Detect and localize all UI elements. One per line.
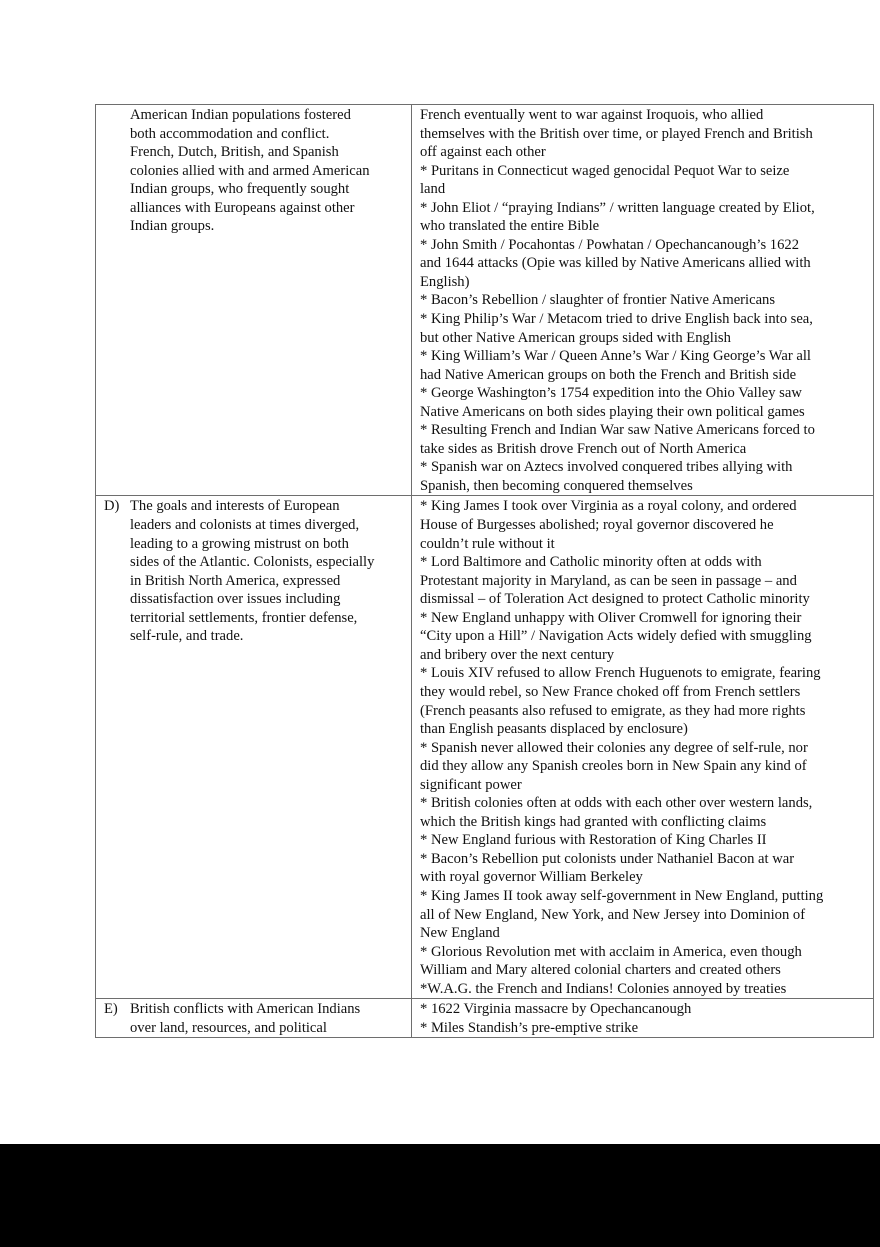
objective-line: sides of the Atlantic. Colonists, especially	[130, 554, 375, 571]
objective-line: French, Dutch, British, and Spanish	[130, 144, 339, 161]
example-line: French eventually went to war against Iroquois, who allied	[420, 107, 764, 123]
example-line: (French peasants also refused to emigrate, as they had more rights	[420, 702, 806, 719]
example-line: New England	[420, 925, 500, 942]
example-line: House of Burgesses abolished; royal governor discovered he	[420, 517, 774, 534]
objective-line: both accommodation and conflict.	[130, 125, 330, 142]
example-line: * John Smith / Pocahontas / Powhatan / Opechancanough’s 1622	[420, 236, 799, 253]
table-row	[96, 496, 874, 999]
examples-cell	[412, 105, 874, 496]
learning-objective-cell	[96, 999, 412, 1038]
objective-line: leading to a growing mistrust on both	[130, 535, 349, 552]
outline-table	[95, 104, 874, 1038]
example-line: * King Philip’s War / Metacom tried to drive English back into sea,	[420, 311, 813, 328]
example-line: * King James II took away self-government in New England, putting	[420, 887, 824, 904]
objective-line: in British North America, expressed	[130, 572, 341, 589]
example-line: themselves with the British over time, or played French and British	[420, 125, 813, 142]
learning-objective-cell	[96, 496, 412, 999]
example-line: Native Americans on both sides playing their own political games	[420, 403, 805, 420]
objective-line: territorial settlements, frontier defense,	[130, 609, 358, 626]
example-line: they would rebel, so New France choked off from French settlers	[420, 683, 801, 700]
example-line: take sides as British drove French out of North America	[420, 440, 747, 457]
example-line: English)	[420, 273, 470, 290]
row-letter: E)	[104, 1001, 118, 1018]
example-line: did they allow any Spanish creoles born in New Spain any kind of	[420, 758, 807, 775]
example-line: Spanish, then becoming conquered themselves	[420, 477, 693, 494]
example-line: * British colonies often at odds with each other over western lands,	[420, 795, 813, 812]
objective-line: Indian groups, who frequently sought	[130, 181, 350, 198]
example-line: Protestant majority in Maryland, as can be seen in passage – and	[420, 572, 797, 589]
example-line: and 1644 attacks (Opie was killed by Native Americans allied with	[420, 255, 811, 272]
example-line: which the British kings had granted with conflicting claims	[420, 813, 767, 830]
table-row	[96, 105, 874, 496]
example-line: William and Mary altered colonial charters and created others	[420, 962, 781, 979]
example-line: but other Native American groups sided with English	[420, 329, 731, 346]
objective-line: alliances with Europeans against other	[130, 199, 355, 216]
example-line: had Native American groups on both the French and British side	[420, 366, 797, 383]
objective-line: British conflicts with American Indians	[130, 1001, 361, 1018]
example-line: *W.A.G. the French and Indians! Colonies annoyed by treaties	[420, 980, 787, 997]
objective-line: colonies allied with and armed American	[130, 162, 370, 179]
example-line: * Bacon’s Rebellion put colonists under Nathaniel Bacon at war	[420, 850, 795, 867]
example-line: * Spanish never allowed their colonies any degree of self-rule, nor	[420, 739, 808, 756]
objective-line: over land, resources, and political	[130, 1019, 327, 1036]
example-line: land	[420, 181, 446, 198]
example-line: * Lord Baltimore and Catholic minority often at odds with	[420, 554, 762, 571]
example-line: who translated the entire Bible	[420, 218, 600, 235]
row-letter: D)	[104, 498, 120, 515]
example-line: * Bacon’s Rebellion / slaughter of frontier Native Americans	[420, 292, 776, 309]
example-line: dismissal – of Toleration Act designed to protect Catholic minority	[420, 591, 810, 608]
objective-line: The goals and interests of European	[130, 498, 340, 515]
example-line: all of New England, New York, and New Jersey into Dominion of	[420, 906, 806, 923]
example-line: * Louis XIV refused to allow French Huguenots to emigrate, fearing	[420, 665, 821, 682]
examples-cell	[412, 496, 874, 999]
objective-line: dissatisfaction over issues including	[130, 591, 341, 608]
objective-line: leaders and colonists at times diverged,	[130, 517, 360, 534]
example-line: significant power	[420, 776, 522, 793]
example-line: * Puritans in Connecticut waged genocidal Pequot War to seize	[420, 162, 790, 179]
example-line: * Glorious Revolution met with acclaim in America, even though	[420, 943, 802, 960]
objective-line: American Indian populations fostered	[130, 107, 351, 123]
example-line: * Spanish war on Aztecs involved conquered tribes allying with	[420, 459, 793, 476]
example-line: * King James I took over Virginia as a royal colony, and ordered	[420, 498, 797, 515]
example-line: “City upon a Hill” / Navigation Acts widely defied with smuggling	[420, 628, 812, 645]
learning-objective-cell	[96, 105, 412, 496]
objective-line: self-rule, and trade.	[130, 628, 244, 645]
objective-line: Indian groups.	[130, 218, 215, 235]
example-line: * King William’s War / Queen Anne’s War / King George’s War all	[420, 348, 811, 365]
example-line: * New England furious with Restoration of King Charles II	[420, 832, 767, 849]
examples-cell	[412, 999, 874, 1038]
example-line: with royal governor William Berkeley	[420, 869, 643, 886]
table-row	[96, 999, 874, 1038]
example-line: and bribery over the next century	[420, 646, 615, 663]
example-line: off against each other	[420, 144, 546, 161]
example-line: * New England unhappy with Oliver Cromwell for ignoring their	[420, 609, 802, 626]
example-line: * George Washington’s 1754 expedition into the Ohio Valley saw	[420, 385, 802, 402]
example-line: * John Eliot / “praying Indians” / written language created by Eliot,	[420, 199, 815, 216]
black-bar	[0, 1144, 880, 1247]
example-line: couldn’t rule without it	[420, 535, 555, 552]
example-line: * Miles Standish’s pre-emptive strike	[420, 1019, 639, 1036]
example-line: * 1622 Virginia massacre by Opechancanough	[420, 1001, 692, 1018]
example-line: * Resulting French and Indian War saw Native Americans forced to	[420, 422, 815, 439]
example-line: than English peasants displaced by enclosure)	[420, 721, 688, 738]
